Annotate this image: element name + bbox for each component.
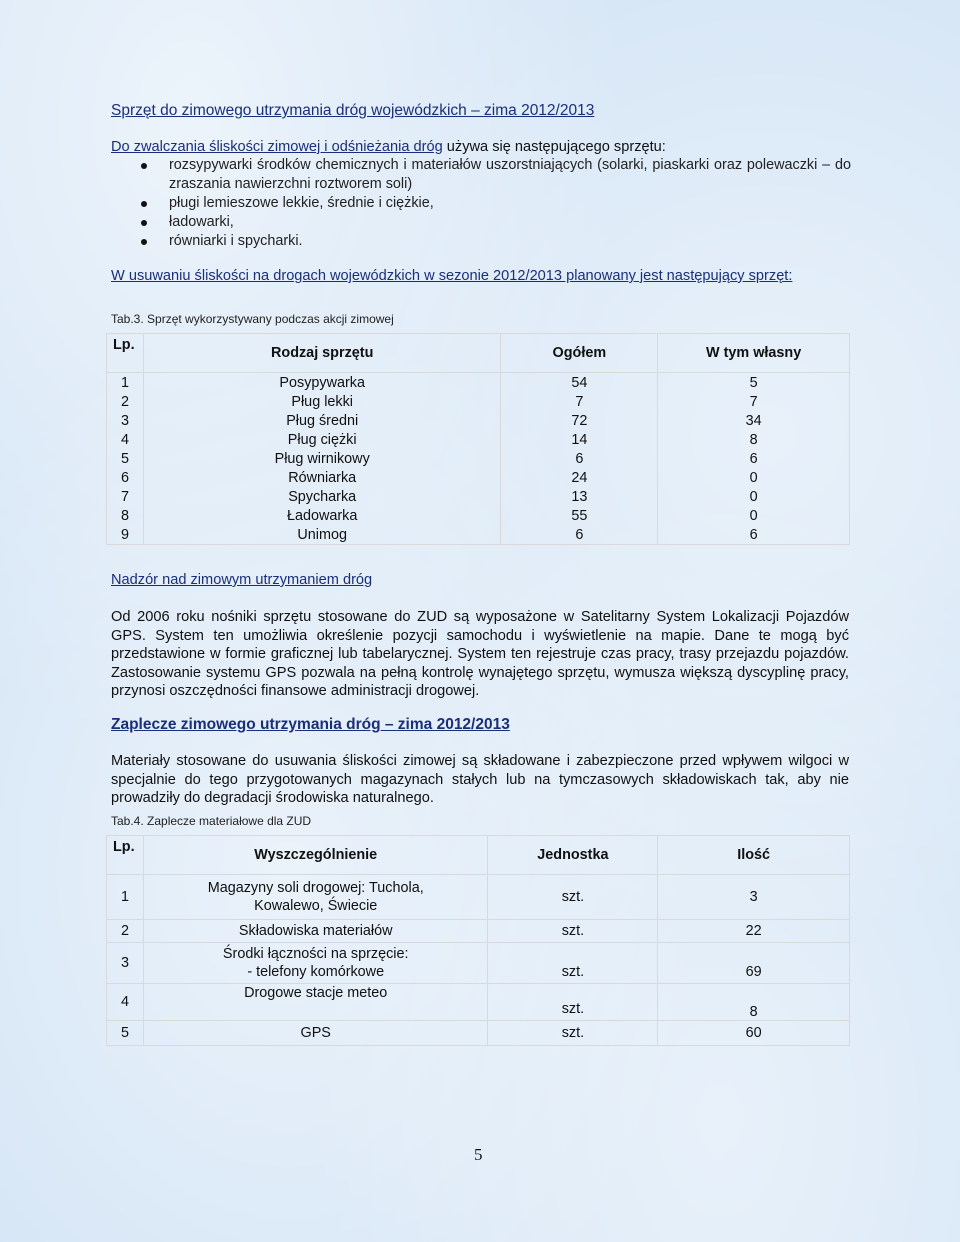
cell-owned: 8 <box>658 430 850 449</box>
cell-equipment-type: Spycharka <box>143 487 501 506</box>
header-quantity: Ilość <box>658 836 850 875</box>
cell-owned: 6 <box>658 449 850 468</box>
page-number: 5 <box>474 1145 483 1164</box>
table-row <box>107 487 850 506</box>
facilities-paragraph: Materiały stosowane do usuwania śliskości zimowej są składowane i zabezpieczone przed wpływem wilgoci w specjalnie do tego przygotowanych magazynach stałych lub na tymczasowych składowiskach tak, aby nie prowadziły do degradacji środowiska naturalnego. <box>111 753 849 806</box>
cell-lp: 1 <box>107 875 144 920</box>
table-row <box>107 984 850 1021</box>
equipment-table <box>106 333 850 545</box>
cell-lp: 7 <box>107 487 144 506</box>
cell-total: 14 <box>501 430 658 449</box>
intro-rest-text: używa się następującego sprzętu: <box>442 139 666 155</box>
supervision-paragraph: Od 2006 roku nośniki sprzętu stosowane do ZUD są wyposażone w Satelitarny System Lokalizacji Pojazdów GPS. System ten umożliwia określenie pozycji samochodu i wyświetlenie na mapie. Dane te mogą być przedstawione w formie graficznej lub tabelarycznej. System ten rejestruje czas pracy, trasy przejazdu pojazdów. Zastosowanie systemu GPS pozwala na pełną kontrolę wynajętego sprzętu, wymusza większą dyscyplinę pracy, przynosi oszczędności finansowe administracji drogowej. <box>111 609 849 699</box>
item-line: Magazyny soli drogowej: Tuchola, <box>207 880 424 896</box>
cell-unit: szt. <box>488 984 658 1021</box>
section-title-equipment: Sprzęt do zimowego utrzymania dróg wojewódzkich – zima 2012/2013 <box>111 102 595 119</box>
cell-lp: 4 <box>107 430 144 449</box>
cell-lp: 8 <box>107 506 144 525</box>
table-row <box>107 430 850 449</box>
bullet-icon <box>141 220 147 226</box>
cell-equipment-type: Ładowarka <box>143 506 501 525</box>
cell-owned: 34 <box>658 411 850 430</box>
bullet-icon <box>141 201 147 207</box>
cell-lp: 3 <box>107 411 144 430</box>
intro-underlined-text: Do zwalczania śliskości zimowej i odśnieżania dróg <box>111 139 443 155</box>
list-item: równiarki i spycharki. <box>111 232 851 251</box>
table-row <box>107 411 850 430</box>
table-row <box>107 875 850 920</box>
table2-caption: Tab.4. Zaplecze materiałowe dla ZUD <box>111 814 312 828</box>
cell-lp: 5 <box>107 1021 144 1046</box>
table1-caption: Tab.3. Sprzęt wykorzystywany podczas akcji zimowej <box>111 312 394 326</box>
cell-item <box>143 1021 488 1046</box>
cell-owned: 7 <box>658 392 850 411</box>
cell-quantity: 3 <box>658 875 850 920</box>
table-row <box>107 468 850 487</box>
cell-owned: 6 <box>658 525 850 545</box>
header-owned: W tym własny <box>658 334 850 373</box>
table-row <box>107 506 850 525</box>
cell-unit: szt. <box>488 920 658 943</box>
cell-equipment-type: Pług średni <box>143 411 501 430</box>
item-line: - telefony komórkowe <box>247 964 385 980</box>
cell-quantity: 22 <box>658 920 850 943</box>
cell-item <box>143 875 488 920</box>
table-row <box>107 1021 850 1046</box>
list-item: ładowarki, <box>111 213 851 232</box>
cell-owned: 0 <box>658 468 850 487</box>
cell-total: 72 <box>501 411 658 430</box>
cell-quantity: 60 <box>658 1021 850 1046</box>
cell-owned: 0 <box>658 487 850 506</box>
intro-line <box>111 138 851 157</box>
cell-item <box>143 943 488 984</box>
cell-equipment-type: Unimog <box>143 525 501 545</box>
cell-total: 54 <box>501 373 658 393</box>
cell-unit: szt. <box>488 1021 658 1046</box>
cell-equipment-type: Posypywarka <box>143 373 501 393</box>
table-row <box>107 449 850 468</box>
cell-owned: 5 <box>658 373 850 393</box>
cell-lp: 2 <box>107 392 144 411</box>
item-line: GPS <box>300 1025 331 1041</box>
table-row <box>107 525 850 545</box>
table-header-row <box>107 836 850 875</box>
cell-quantity: 69 <box>658 943 850 984</box>
cell-equipment-type: Pług lekki <box>143 392 501 411</box>
equipment-table-body <box>107 373 850 545</box>
cell-item <box>143 984 488 1021</box>
cell-equipment-type: Równiarka <box>143 468 501 487</box>
cell-total: 6 <box>501 525 658 545</box>
cell-equipment-type: Pług ciężki <box>143 430 501 449</box>
section-title-supervision: Nadzór nad zimowym utrzymaniem dróg <box>111 572 373 588</box>
item-line: Środki łączności na sprzęcie: <box>222 946 409 962</box>
item-line: Drogowe stacje meteo <box>244 985 388 1001</box>
header-unit: Jednostka <box>488 836 658 875</box>
cell-lp: 5 <box>107 449 144 468</box>
cell-lp: 2 <box>107 920 144 943</box>
cell-unit: szt. <box>488 875 658 920</box>
section-title-facilities: Zaplecze zimowego utrzymania dróg – zima 2012/2013 <box>111 716 510 733</box>
bullet-icon <box>141 163 147 169</box>
materials-table-body <box>107 875 850 1046</box>
cell-lp: 4 <box>107 984 144 1021</box>
table-row <box>107 373 850 393</box>
cell-lp: 6 <box>107 468 144 487</box>
table-row <box>107 392 850 411</box>
item-line: Składowiska materiałów <box>238 923 393 939</box>
cell-owned: 0 <box>658 506 850 525</box>
list-item: pługi lemieszowe lekkie, średnie i ciężkie, <box>111 194 851 213</box>
table-row <box>107 920 850 943</box>
cell-lp: 1 <box>107 373 144 393</box>
cell-quantity: 8 <box>658 984 850 1021</box>
cell-item <box>143 920 488 943</box>
cell-lp: 9 <box>107 525 144 545</box>
cell-unit: szt. <box>488 943 658 984</box>
cell-total: 7 <box>501 392 658 411</box>
cell-equipment-type: Pług wirnikowy <box>143 449 501 468</box>
header-lp: Lp. <box>107 334 144 373</box>
cell-total: 6 <box>501 449 658 468</box>
list-item: rozsypywarki środków chemicznych i materiałów uszorstniających (solarki, piaskarki oraz polewaczki – do zraszania nawierzchni roztworem soli) <box>111 156 851 194</box>
header-equipment-type: Rodzaj sprzętu <box>143 334 501 373</box>
cell-total: 13 <box>501 487 658 506</box>
cell-total: 55 <box>501 506 658 525</box>
header-lp: Lp. <box>107 836 144 875</box>
header-total: Ogółem <box>501 334 658 373</box>
cell-lp: 3 <box>107 943 144 984</box>
item-line: Kowalewo, Świecie <box>254 898 378 914</box>
equipment-bullet-list <box>111 156 851 251</box>
header-item: Wyszczególnienie <box>143 836 488 875</box>
materials-table <box>106 835 850 1046</box>
table-header-row <box>107 334 850 373</box>
bullet-icon <box>141 239 147 245</box>
planned-equipment-text: W usuwaniu śliskości na drogach wojewódzkich w sezonie 2012/2013 planowany jest następujący sprzęt: <box>111 268 793 284</box>
cell-total: 24 <box>501 468 658 487</box>
table-row <box>107 943 850 984</box>
